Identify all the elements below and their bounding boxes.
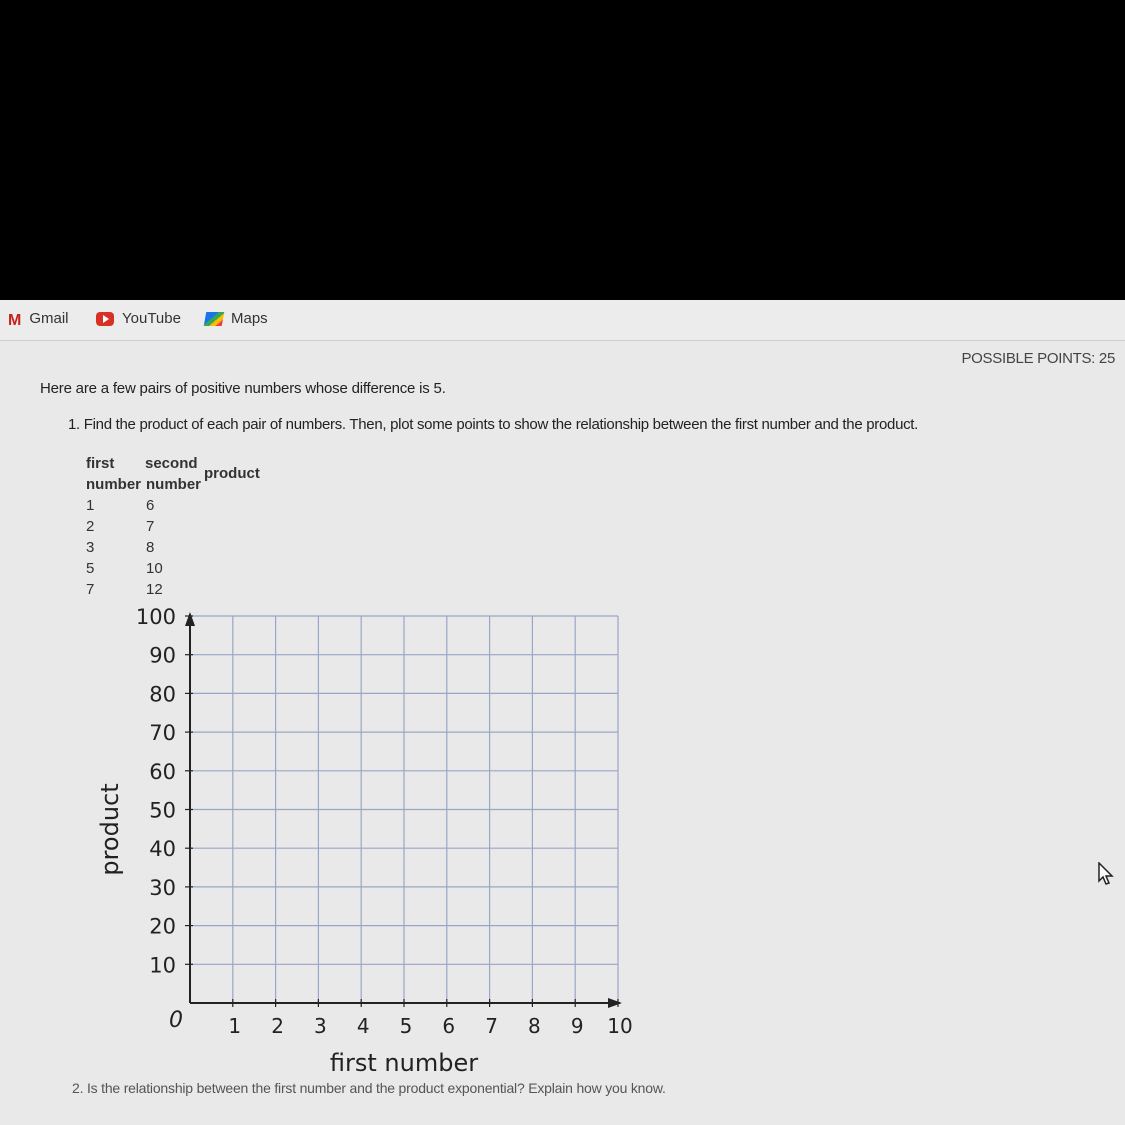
y-tick-label: 50: [149, 798, 176, 823]
x-tick-label: 1: [228, 1014, 242, 1038]
header-second-bottom: number: [146, 476, 202, 493]
y-tick-label: 80: [149, 682, 176, 707]
origin-label: 0: [169, 1008, 183, 1033]
x-tick-label: 3: [314, 1014, 327, 1038]
mouse-cursor-icon: [1098, 862, 1116, 886]
y-tick-label: 100: [135, 605, 176, 629]
x-axis-label: first number: [329, 1049, 479, 1077]
x-tick-label: 5: [399, 1014, 413, 1038]
cell-first: 2: [86, 518, 95, 535]
x-tick-label: 6: [442, 1014, 456, 1038]
y-tick-label: 20: [149, 914, 176, 939]
bookmark-label: YouTube: [122, 310, 181, 327]
x-tick-label: 10: [607, 1014, 633, 1038]
bookmark-label: Gmail: [29, 310, 69, 327]
question-2: 2. Is the relationship between the first number and the product exponential? Explain how you know.: [72, 1080, 666, 1096]
x-tick-label: 2: [271, 1014, 284, 1038]
cell-second: 7: [146, 518, 155, 535]
possible-points: POSSIBLE POINTS: 25: [961, 350, 1115, 367]
x-tick-label: 4: [356, 1014, 370, 1038]
cell-first: 1: [86, 497, 95, 514]
header-first-top: first: [86, 455, 115, 472]
x-tick-label: 8: [528, 1014, 541, 1038]
y-axis-arrow: [185, 612, 195, 626]
product-graph[interactable]: [0, 300, 1125, 1125]
y-tick-label: 60: [149, 759, 176, 784]
x-tick-label: 9: [570, 1014, 584, 1038]
browser-screen: [0, 300, 1125, 1125]
y-tick-label: 30: [149, 875, 176, 900]
bookmark-label: Maps: [231, 310, 268, 327]
question-1: 1. Find the product of each pair of numbers. Then, plot some points to show the relationship between the first number and the product.: [68, 416, 919, 433]
gmail-icon: M: [8, 311, 22, 329]
y-axis-label: product: [96, 783, 124, 876]
y-tick-label: 40: [149, 837, 176, 862]
cell-second: 6: [146, 497, 155, 514]
cell-second: 10: [146, 560, 163, 577]
cell-second: 12: [146, 581, 163, 598]
cell-first: 3: [86, 539, 95, 556]
header-first-bottom: number: [86, 476, 142, 493]
problem-prompt: Here are a few pairs of positive numbers whose difference is 5.: [40, 380, 446, 397]
y-tick-label: 10: [149, 953, 176, 978]
header-second-top: second: [145, 455, 198, 472]
header-product: product: [204, 465, 260, 482]
cell-first: 7: [86, 581, 95, 598]
x-tick-label: 7: [485, 1014, 498, 1038]
cell-second: 8: [146, 539, 155, 556]
y-tick-label: 90: [149, 643, 176, 668]
cell-first: 5: [86, 560, 95, 577]
x-axis-arrow: [608, 998, 622, 1008]
y-tick-label: 70: [149, 721, 176, 746]
